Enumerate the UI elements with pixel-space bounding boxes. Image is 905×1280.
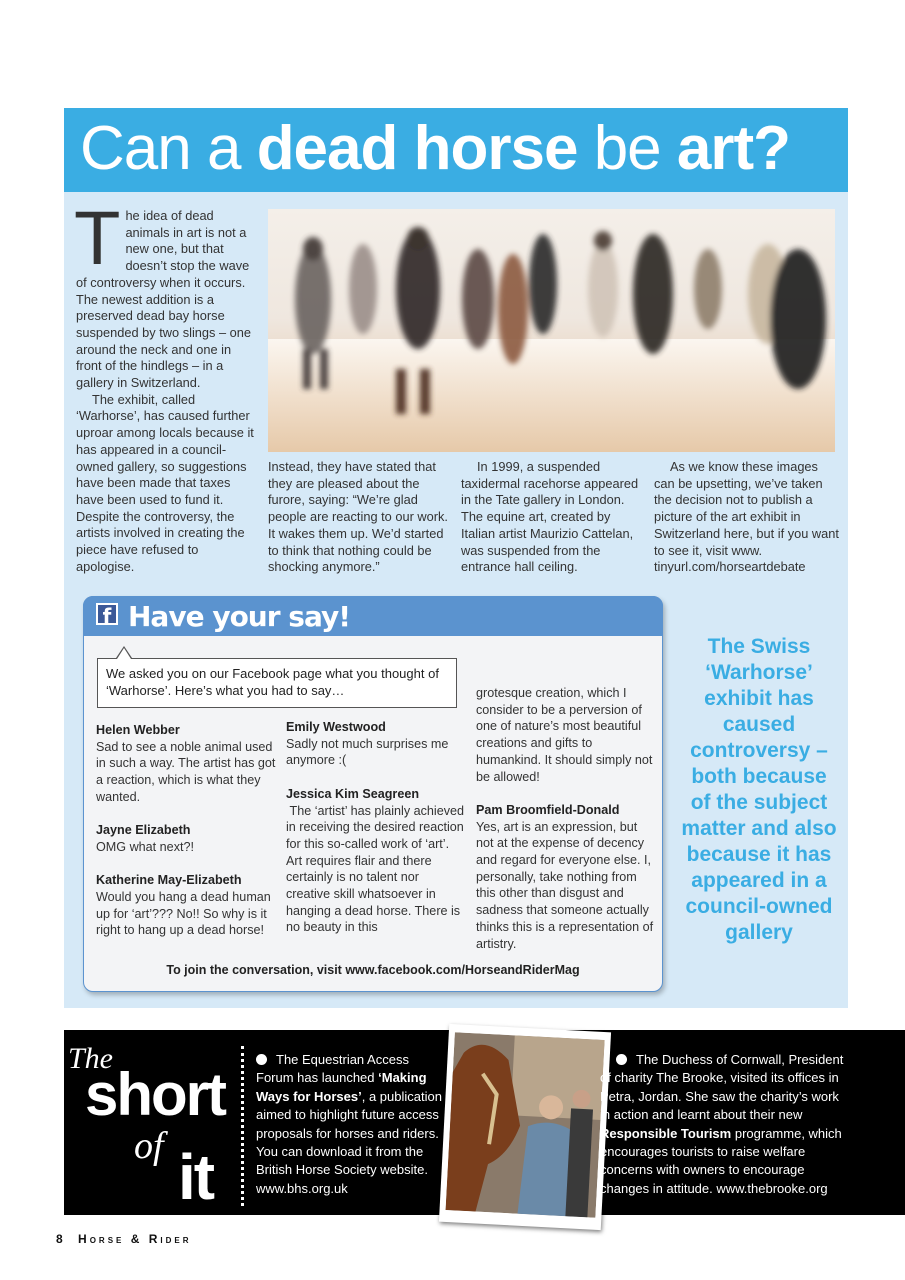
article-column-1 (74, 196, 256, 575)
duchess-horse-illustration (446, 1032, 605, 1218)
comments-column-2 (286, 719, 466, 936)
commenter-name: Helen Webber (96, 723, 180, 737)
article-column-2: Instead, they have stated that they are pleased about the furore, saying: “We’re glad people are reacting to our work. It wakes them up. We’d started to think that nothing could be shocking anymore.” (268, 459, 448, 575)
comments-column-3 (476, 685, 654, 952)
page-number: 8 (56, 1232, 66, 1246)
article-column-3 (461, 459, 643, 576)
speech-bubble-tail-fill (117, 648, 131, 659)
gallery-crowd-photo (268, 209, 835, 452)
comment-text: Yes, art is an expression, but not at the expense of decency and regard for everyone else. I, personally, take nothing from this other than disgust and sadness that someone actually thinks this is a representation of artistry. (476, 819, 654, 951)
news-item-access-forum: The Equestrian Access Forum has launched ‘Making Ways for Horses’, a publication aimed to highlight future access proposals for horses and riders. You can download it from the British Horse Society website. www.bhs.org.uk (256, 1052, 442, 1196)
short-of-it-the: The (68, 1042, 113, 1075)
comment-text: Sad to see a noble animal used in such a way. The artist has got a reaction, which is what they wanted. (96, 739, 276, 804)
article-paragraph-2: The exhibit, called ‘Warhorse’, has caused further uproar among locals because it has appeared in a council-owned gallery, so suggestions have been made that taxes have been used to fund it. Despite the controversy, the artists involved in creating the piece have refused to apologise. (76, 391, 254, 574)
news-item-duchess: The Duchess of Cornwall, President of charity The Brooke, visited its offices in Petra, Jordan. She saw the charity’s work in action and learnt about their new Responsible Tourism programme, which encourages tourists to raise welfare concerns with owners to encourage changes in attitude. www.thebrooke.org (600, 1052, 844, 1196)
drop-cap: T (74, 196, 121, 281)
magazine-name: Horse & Rider (78, 1232, 192, 1246)
bullet-icon (616, 1054, 627, 1065)
comment-text: Would you hang a dead human up for ‘art’??? No!! So why is it right to hang up a dead horse! (96, 890, 271, 938)
have-your-say-title: Have your say! (128, 600, 351, 633)
commenter-name: Jessica Kim Seagreen (286, 786, 420, 801)
comments-column-1 (96, 722, 276, 939)
comment-text: OMG what next?! (96, 839, 194, 854)
comment-text: grotesque creation, which I consider to be a perversion of one of nature’s most beautiful creations and gifts to humankind. It should simply not be allowed! (476, 686, 653, 784)
comment-text: Sadly not much surprises me anymore :( (286, 736, 449, 768)
article-column-4-text: As we know these images can be upsetting, we’ve taken the decision not to publish a picture of the art exhibit in Switzerland here, but if you want to see it, visit www. tinyurl.com/horseartdebate (654, 459, 839, 575)
commenter-name: Katherine May-Elizabeth (96, 873, 242, 888)
pull-quote: The Swiss ‘Warhorse’ exhibit has caused controversy – both because of the subject matter and also because it has appeared in a council-owned gallery (681, 635, 837, 944)
dotted-divider (241, 1046, 244, 1206)
page-footer (56, 1232, 191, 1246)
crowd-illustration (268, 209, 835, 452)
commenter-name: Pam Broomfield-Donald (476, 802, 620, 817)
commenter-name: Jayne Elizabeth (96, 823, 191, 838)
page-title: Can a dead horse be art? (80, 114, 791, 183)
facebook-join-link[interactable]: To join the conversation, visit www.facebook.com/HorseandRiderMag (166, 963, 580, 977)
facebook-icon: f (96, 603, 118, 625)
duchess-horse-photo (439, 1024, 611, 1230)
bullet-icon (256, 1054, 267, 1065)
comment-text: The ‘artist’ has plainly achieved in receiving the desired reaction for this so-called work of ‘art’. Art requires flair and there certainly is no talent nor creative skill whatsoever in hanging a dead horse. There is no beauty in this (286, 803, 465, 935)
short-of-it-short: short (85, 1061, 225, 1128)
article-column-3-text: In 1999, a suspended taxidermal racehorse appeared in the Tate gallery in London. The equine art, created by Italian artist Maurizio Cattelan, was suspended from the entrance hall ceiling. (461, 459, 639, 575)
speech-bubble-prompt: We asked you on our Facebook page what you thought of ‘Warhorse’. Here’s what you had to say… (97, 658, 457, 708)
article-column-4 (654, 459, 840, 576)
article-paragraph-1: he idea of dead animals in art is not a new one, but that doesn’t stop the wave of controversy when it occurs. The newest addition is a preserved dead bay horse suspended by two slings – one around the neck and one in front of the hindlegs – in a gallery in Switzerland. (76, 208, 252, 391)
short-of-it-it: it (178, 1141, 214, 1213)
commenter-name: Emily Westwood (286, 720, 386, 734)
short-of-it-of: of (134, 1125, 164, 1167)
